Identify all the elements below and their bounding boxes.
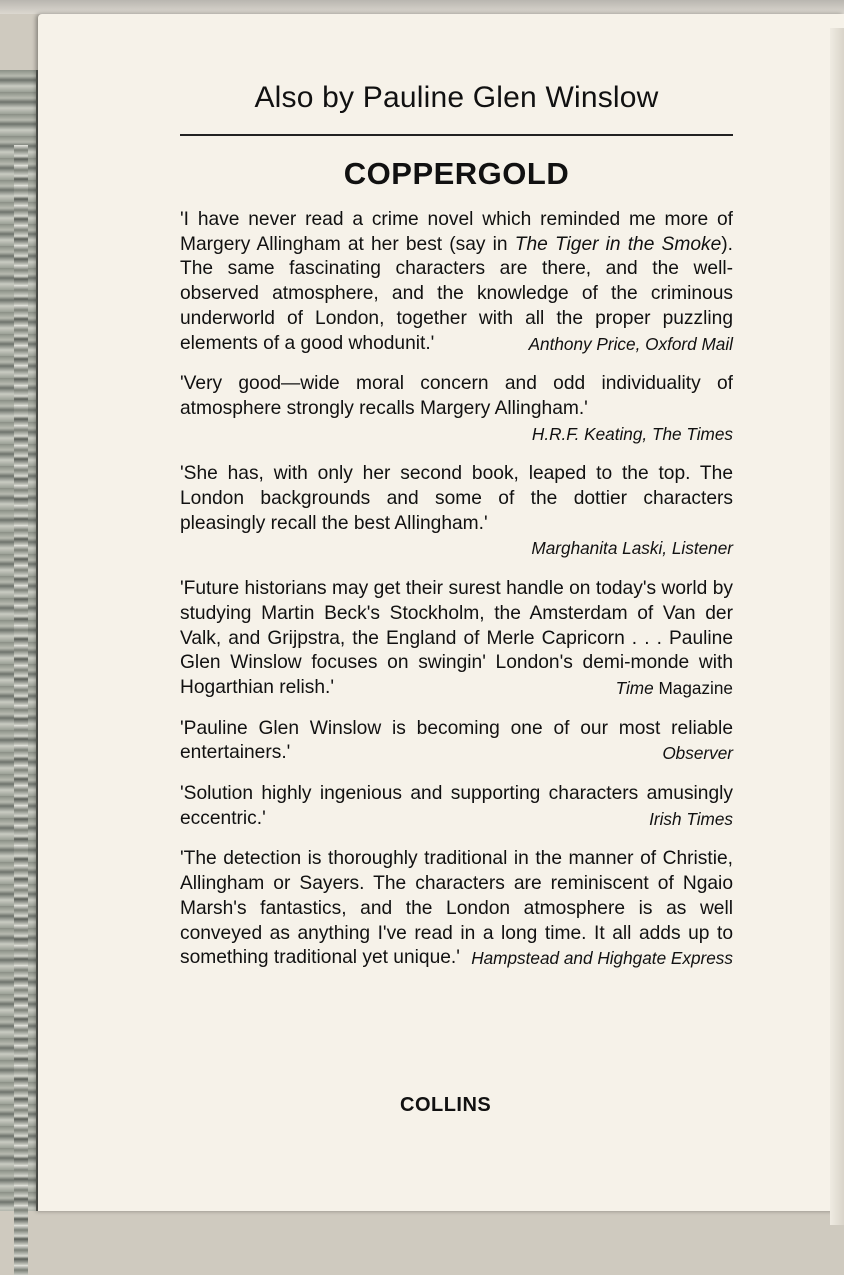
quote-text: 'Pauline Glen Winslow is becoming one of our most reliable entertainers.' <box>180 717 733 764</box>
quote-text: 'She has, with only her second book, leaped to the top. The London backgrounds and some of the dottier characters pleasingly recall the best Allingham.' <box>180 463 733 534</box>
cover-edge <box>830 28 844 1225</box>
review-quote-6 <box>180 782 733 831</box>
top-band <box>0 0 844 14</box>
quote-text: 'The detection is thoroughly traditional in the manner of Christie, Allingham or Sayers. The characters are reminiscent of Ngaio Marsh's fantastics, and the London atmosphere is as well conveyed as anything I've read in a long time. It all adds up to something traditional yet unique.' <box>180 848 733 969</box>
review-quote-3 <box>180 462 733 561</box>
quote-attribution: Time Magazine <box>615 677 733 698</box>
quote-attribution: H.R.F. Keating, The Times <box>531 423 733 444</box>
publisher-logo: COLLINS <box>400 1094 492 1116</box>
spine-pattern <box>14 145 28 1275</box>
quote-text: 'Solution highly ingenious and supporting characters amusingly eccentric.' <box>180 783 733 829</box>
quote-attribution: Marghanita Laski, Listener <box>531 538 733 559</box>
review-quote-2 <box>180 372 733 446</box>
quote-attribution: Irish Times <box>649 808 733 829</box>
quote-text: 'Future historians may get their surest handle on today's world by studying Martin Beck's Stockholm, the Amsterdam of Van der Valk, and Grijpstra, the England of Merle Capricorn . . . Pauline Glen Winslow focuses on swingin' London's demi-monde with Hogarthian relish.' <box>180 578 733 698</box>
review-quote-1 <box>180 208 733 356</box>
review-quote-7 <box>180 847 733 971</box>
book-spine <box>0 70 39 1211</box>
quote-attribution: Observer <box>662 743 733 764</box>
book-title: COPPERGOLD <box>343 156 570 191</box>
quote-text: ). The same fascinating characters are there, and the well-observed atmosphere, and the knowledge of the criminous underworld of London, together with all the proper puzzling elements of a good whodunit.' <box>180 233 733 354</box>
review-quote-4 <box>180 577 733 701</box>
cover-content <box>180 80 733 987</box>
heading-divider <box>180 134 733 136</box>
also-by-heading: Also by Pauline Glen Winslow <box>254 81 659 114</box>
quoted-title: The Tiger in the Smoke <box>514 233 722 255</box>
quote-attribution: Anthony Price, Oxford Mail <box>528 333 733 354</box>
review-quote-5 <box>180 717 733 766</box>
quote-text: 'I have never read a crime novel which reminded me more of Margery Allingham at her best (say in <box>180 209 733 255</box>
quote-attribution: Hampstead and Highgate Express <box>471 948 733 969</box>
quote-text: 'Very good—wide moral concern and odd individuality of atmosphere strongly recalls Margery Allingham.' <box>180 373 733 419</box>
